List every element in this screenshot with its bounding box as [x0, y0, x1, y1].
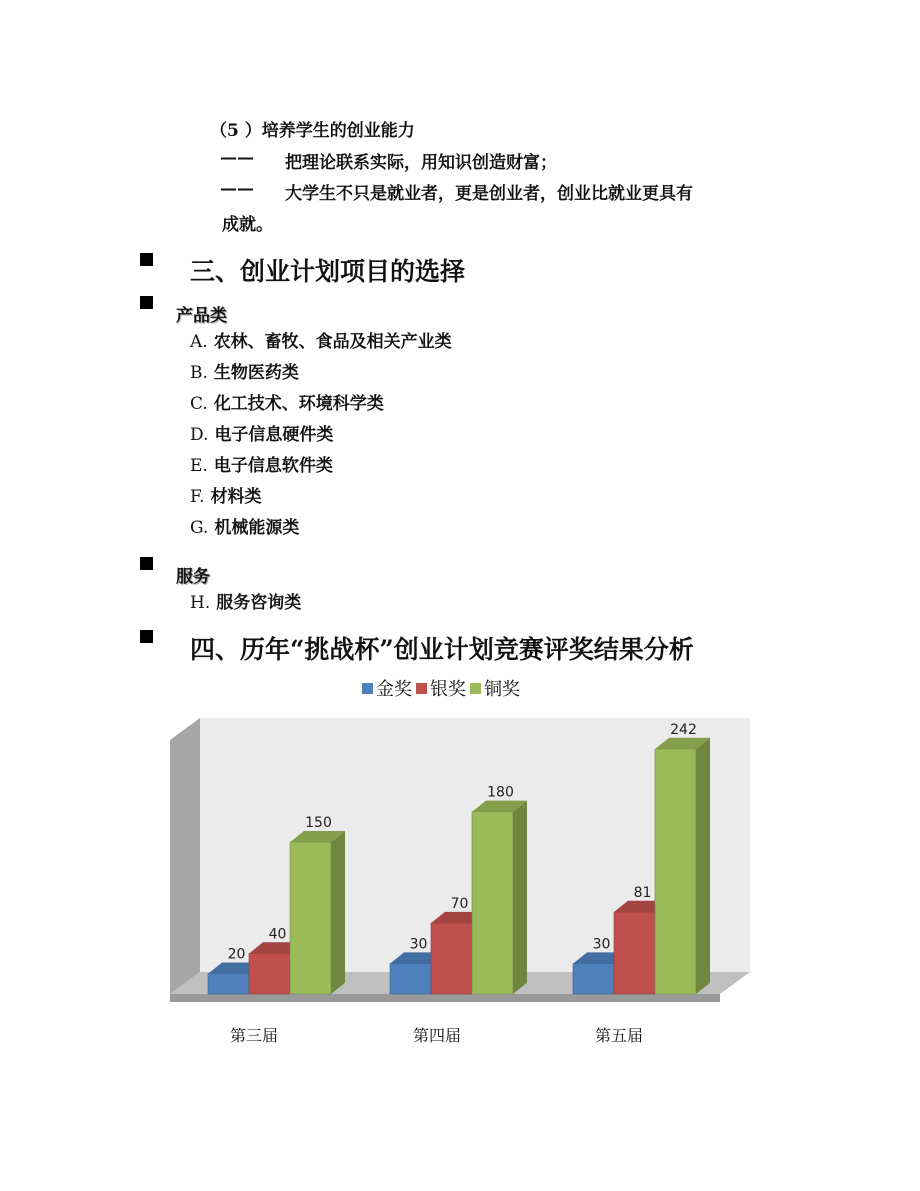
data-label: 70: [450, 895, 469, 912]
item-letter: D.: [190, 425, 209, 445]
item-text: 电子信息软件类: [213, 456, 333, 476]
section5-bullet-1: 把理论联系实际，用知识创造财富；: [285, 153, 557, 173]
data-label: 40: [268, 926, 287, 943]
bar-金奖-第四届: [390, 964, 431, 994]
dash-1: ——: [220, 148, 254, 168]
service-label: 服务: [176, 567, 210, 587]
category-label-3: 第五届: [595, 1026, 644, 1045]
item-letter: B.: [190, 363, 208, 383]
data-label: 30: [592, 936, 611, 953]
item-letter: F.: [190, 487, 205, 507]
item-text: 机械能源类: [214, 518, 300, 538]
data-label: 81: [633, 884, 652, 901]
data-label: 242: [670, 721, 697, 738]
item-letter: C.: [190, 394, 208, 414]
bar-金奖-第三届: [208, 974, 249, 994]
bar-银奖-第三届: [249, 954, 290, 994]
category-label-2: 第四届: [413, 1026, 462, 1045]
data-label: 20: [227, 946, 246, 963]
item-text: 材料类: [210, 487, 262, 507]
bar-铜奖-第四届: [472, 812, 513, 994]
category-label-1: 第三届: [230, 1026, 279, 1045]
section5-bullet-2: 大学生不只是就业者，更是创业者，创业比就业更具有: [285, 184, 693, 204]
item-letter: H.: [190, 593, 211, 613]
bar-铜奖-第五届: [655, 749, 696, 994]
item-text: 农林、畜牧、食品及相关产业类: [213, 332, 452, 352]
dash-2: ——: [220, 179, 254, 199]
item-text: 电子信息硬件类: [214, 425, 334, 445]
legend-label-bronze: 铜奖: [484, 679, 520, 700]
item-letter: E.: [190, 456, 208, 476]
legend-label-gold: 金奖: [376, 679, 412, 700]
section3-heading: 三、创业计划项目的选择: [190, 257, 466, 286]
bar-金奖-第五届: [573, 964, 614, 994]
data-label: 180: [487, 784, 514, 801]
section5-title: （5 ）培养学生的创业能力: [210, 121, 415, 141]
bar-银奖-第五届: [614, 912, 655, 994]
chart-floor-edge: [170, 994, 720, 1002]
item-text: 生物医药类: [213, 363, 299, 383]
item-text: 服务咨询类: [216, 593, 302, 613]
bar-铜奖-第三届: [290, 842, 331, 994]
item-letter: A.: [190, 332, 208, 352]
bar-side: [331, 831, 345, 994]
item-text: 化工技术、环境科学类: [213, 394, 384, 414]
bar-side: [513, 801, 527, 994]
data-label: 150: [305, 814, 332, 831]
chart-side-wall: [170, 718, 200, 994]
bar-银奖-第四届: [431, 923, 472, 994]
item-letter: G.: [190, 518, 209, 538]
section4-heading: 四、历年“挑战杯”创业计划竞赛评奖结果分析: [190, 635, 694, 664]
legend-label-silver: 银奖: [430, 679, 466, 700]
product-label: 产品类: [176, 306, 227, 326]
bar-side: [696, 738, 710, 994]
section5-continuation: 成就。: [222, 215, 273, 235]
data-label: 30: [409, 936, 428, 953]
